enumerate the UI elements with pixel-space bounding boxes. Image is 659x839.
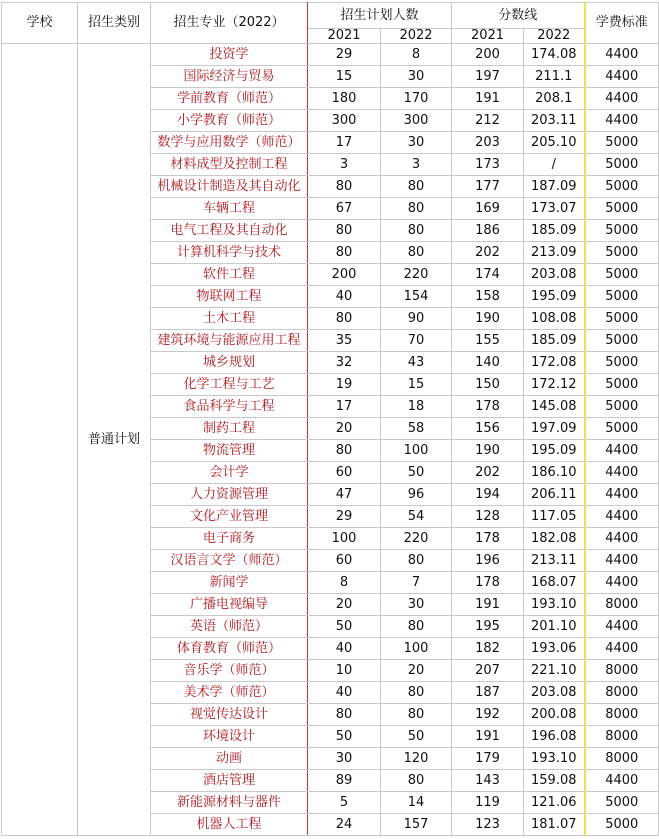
major-cell: 国际经济与贸易 [151,66,308,88]
school-cell [2,44,78,836]
major-cell: 计算机科学与技术 [151,242,308,264]
plan-2022-cell: 54 [381,506,452,528]
plan-2021-cell: 80 [308,440,381,462]
score-2022-cell: 193.10 [524,594,585,616]
major-cell: 城乡规划 [151,352,308,374]
major-cell: 食品科学与工程 [151,396,308,418]
fee-cell: 4400 [585,638,659,660]
plan-2021-cell: 15 [308,66,381,88]
score-2021-cell: 195 [452,616,524,638]
fee-cell: 4400 [585,66,659,88]
score-2022-cell: 203.08 [524,682,585,704]
plan-2021-cell: 24 [308,814,381,836]
fee-cell: 4400 [585,462,659,484]
major-cell: 建筑环境与能源应用工程 [151,330,308,352]
score-2022-cell: 145.08 [524,396,585,418]
plan-2022-cell: 15 [381,374,452,396]
header-score-2022: 2022 [524,29,585,44]
table-row [2,44,659,66]
plan-2021-cell: 89 [308,770,381,792]
plan-2021-cell: 3 [308,154,381,176]
score-2022-cell: / [524,154,585,176]
score-2021-cell: 190 [452,308,524,330]
score-2022-cell: 193.10 [524,748,585,770]
header-category: 招生类别 [78,3,151,44]
plan-2022-cell: 50 [381,462,452,484]
score-2022-cell: 208.1 [524,88,585,110]
fee-cell: 8000 [585,726,659,748]
plan-2022-cell: 80 [381,198,452,220]
score-2021-cell: 186 [452,220,524,242]
plan-2021-cell: 60 [308,462,381,484]
plan-2021-cell: 32 [308,352,381,374]
plan-2021-cell: 67 [308,198,381,220]
major-cell: 机械设计制造及其自动化 [151,176,308,198]
fee-cell: 4400 [585,550,659,572]
fee-cell: 5000 [585,814,659,836]
score-2021-cell: 191 [452,726,524,748]
score-2021-cell: 190 [452,440,524,462]
score-2022-cell: 185.09 [524,220,585,242]
header-plan: 招生计划人数 [308,3,452,29]
plan-2022-cell: 30 [381,132,452,154]
major-cell: 新能源材料与器件 [151,792,308,814]
major-cell: 小学教育（师范） [151,110,308,132]
fee-cell: 4400 [585,484,659,506]
score-2021-cell: 200 [452,44,524,66]
plan-2022-cell: 300 [381,110,452,132]
fee-cell: 5000 [585,396,659,418]
plan-2021-cell: 50 [308,726,381,748]
plan-2022-cell: 80 [381,550,452,572]
plan-2021-cell: 29 [308,506,381,528]
fee-cell: 8000 [585,748,659,770]
plan-2021-cell: 80 [308,220,381,242]
major-cell: 软件工程 [151,264,308,286]
major-cell: 人力资源管理 [151,484,308,506]
score-2022-cell: 193.06 [524,638,585,660]
score-2021-cell: 194 [452,484,524,506]
score-2022-cell: 117.05 [524,506,585,528]
fee-cell: 4400 [585,770,659,792]
plan-2021-cell: 19 [308,374,381,396]
plan-2022-cell: 96 [381,484,452,506]
plan-2021-cell: 20 [308,594,381,616]
score-2022-cell: 200.08 [524,704,585,726]
score-2021-cell: 196 [452,550,524,572]
plan-2022-cell: 170 [381,88,452,110]
major-cell: 物联网工程 [151,286,308,308]
plan-2022-cell: 80 [381,242,452,264]
plan-2022-cell: 80 [381,176,452,198]
fee-cell: 5000 [585,242,659,264]
plan-2021-cell: 40 [308,638,381,660]
score-2021-cell: 156 [452,418,524,440]
major-cell: 酒店管理 [151,770,308,792]
score-2022-cell: 196.08 [524,726,585,748]
score-2021-cell: 191 [452,594,524,616]
plan-2022-cell: 30 [381,66,452,88]
plan-2021-cell: 10 [308,660,381,682]
score-2022-cell: 221.10 [524,660,585,682]
fee-cell: 4400 [585,528,659,550]
major-cell: 文化产业管理 [151,506,308,528]
header-major: 招生专业（2022） [151,3,308,44]
score-2022-cell: 186.10 [524,462,585,484]
major-cell: 数学与应用数学（师范） [151,132,308,154]
fee-cell: 5000 [585,330,659,352]
score-2021-cell: 203 [452,132,524,154]
score-2021-cell: 173 [452,154,524,176]
plan-2022-cell: 220 [381,264,452,286]
category-cell: 普通计划 [78,44,151,836]
fee-cell: 5000 [585,418,659,440]
plan-2022-cell: 100 [381,638,452,660]
score-2021-cell: 191 [452,88,524,110]
fee-cell: 8000 [585,682,659,704]
score-2022-cell: 205.10 [524,132,585,154]
header-plan-2022: 2022 [381,29,452,44]
score-2022-cell: 213.11 [524,550,585,572]
score-2021-cell: 212 [452,110,524,132]
plan-2022-cell: 14 [381,792,452,814]
score-2022-cell: 172.12 [524,374,585,396]
score-2022-cell: 203.08 [524,264,585,286]
score-2022-cell: 211.1 [524,66,585,88]
plan-2021-cell: 40 [308,682,381,704]
score-2021-cell: 202 [452,242,524,264]
plan-2021-cell: 180 [308,88,381,110]
score-2022-cell: 195.09 [524,440,585,462]
plan-2022-cell: 70 [381,330,452,352]
major-cell: 动画 [151,748,308,770]
score-2022-cell: 173.07 [524,198,585,220]
fee-cell: 4400 [585,572,659,594]
fee-cell: 5000 [585,792,659,814]
score-2022-cell: 187.09 [524,176,585,198]
plan-2022-cell: 50 [381,726,452,748]
fee-cell: 8000 [585,704,659,726]
fee-cell: 4400 [585,440,659,462]
fee-cell: 4400 [585,44,659,66]
plan-2021-cell: 80 [308,704,381,726]
major-cell: 电子商务 [151,528,308,550]
plan-2022-cell: 30 [381,594,452,616]
plan-2022-cell: 220 [381,528,452,550]
plan-2021-cell: 8 [308,572,381,594]
major-cell: 广播电视编导 [151,594,308,616]
plan-2022-cell: 90 [381,308,452,330]
fee-cell: 5000 [585,220,659,242]
fee-cell: 5000 [585,308,659,330]
fee-cell: 5000 [585,132,659,154]
header-plan-2021: 2021 [308,29,381,44]
score-2022-cell: 181.07 [524,814,585,836]
header-score-2021: 2021 [452,29,524,44]
plan-2021-cell: 80 [308,176,381,198]
plan-2021-cell: 35 [308,330,381,352]
major-cell: 制药工程 [151,418,308,440]
score-2021-cell: 143 [452,770,524,792]
major-cell: 学前教育（师范） [151,88,308,110]
score-2021-cell: 192 [452,704,524,726]
fee-cell: 8000 [585,594,659,616]
major-cell: 投资学 [151,44,308,66]
plan-2022-cell: 80 [381,682,452,704]
plan-2022-cell: 154 [381,286,452,308]
score-2021-cell: 182 [452,638,524,660]
major-cell: 会计学 [151,462,308,484]
fee-cell: 5000 [585,352,659,374]
plan-2022-cell: 120 [381,748,452,770]
plan-2021-cell: 80 [308,242,381,264]
score-2022-cell: 121.06 [524,792,585,814]
major-cell: 体育教育（师范） [151,638,308,660]
score-2022-cell: 203.11 [524,110,585,132]
score-2021-cell: 178 [452,572,524,594]
score-2021-cell: 187 [452,682,524,704]
major-cell: 视觉传达设计 [151,704,308,726]
plan-2021-cell: 80 [308,308,381,330]
plan-2022-cell: 100 [381,440,452,462]
plan-2021-cell: 29 [308,44,381,66]
fee-cell: 4400 [585,88,659,110]
table-body [2,44,659,836]
plan-2021-cell: 200 [308,264,381,286]
score-2021-cell: 179 [452,748,524,770]
score-2021-cell: 119 [452,792,524,814]
major-cell: 材料成型及控制工程 [151,154,308,176]
fee-cell: 4400 [585,110,659,132]
plan-2022-cell: 58 [381,418,452,440]
fee-cell: 5000 [585,176,659,198]
major-cell: 环境设计 [151,726,308,748]
plan-2021-cell: 300 [308,110,381,132]
major-cell: 电气工程及其自动化 [151,220,308,242]
fee-cell: 5000 [585,198,659,220]
score-2022-cell: 185.09 [524,330,585,352]
plan-2021-cell: 17 [308,396,381,418]
plan-2021-cell: 20 [308,418,381,440]
score-2021-cell: 158 [452,286,524,308]
plan-2021-cell: 30 [308,748,381,770]
major-cell: 美术学（师范） [151,682,308,704]
plan-2021-cell: 40 [308,286,381,308]
plan-2022-cell: 8 [381,44,452,66]
score-2022-cell: 213.09 [524,242,585,264]
plan-2022-cell: 157 [381,814,452,836]
score-2022-cell: 206.11 [524,484,585,506]
plan-2022-cell: 20 [381,660,452,682]
plan-2022-cell: 80 [381,704,452,726]
score-2021-cell: 178 [452,528,524,550]
major-cell: 车辆工程 [151,198,308,220]
major-cell: 汉语言文学（师范） [151,550,308,572]
score-2021-cell: 207 [452,660,524,682]
score-2022-cell: 201.10 [524,616,585,638]
score-2021-cell: 174 [452,264,524,286]
score-2021-cell: 177 [452,176,524,198]
score-2022-cell: 182.08 [524,528,585,550]
plan-2022-cell: 80 [381,220,452,242]
plan-2022-cell: 80 [381,616,452,638]
score-2022-cell: 172.08 [524,352,585,374]
plan-2021-cell: 60 [308,550,381,572]
header-score: 分数线 [452,3,585,29]
header-fee: 学费标准 [585,3,659,44]
score-2022-cell: 168.07 [524,572,585,594]
fee-cell: 4400 [585,616,659,638]
major-cell: 新闻学 [151,572,308,594]
plan-2022-cell: 7 [381,572,452,594]
header-school: 学校 [2,3,78,44]
major-cell: 音乐学（师范） [151,660,308,682]
plan-2022-cell: 3 [381,154,452,176]
fee-cell: 5000 [585,264,659,286]
plan-2021-cell: 5 [308,792,381,814]
major-cell: 机器人工程 [151,814,308,836]
score-2021-cell: 155 [452,330,524,352]
major-cell: 英语（师范） [151,616,308,638]
score-2021-cell: 128 [452,506,524,528]
score-2021-cell: 123 [452,814,524,836]
fee-cell: 5000 [585,286,659,308]
score-2021-cell: 202 [452,462,524,484]
fee-cell: 8000 [585,660,659,682]
score-2022-cell: 108.08 [524,308,585,330]
plan-2022-cell: 18 [381,396,452,418]
score-2021-cell: 178 [452,396,524,418]
score-2021-cell: 169 [452,198,524,220]
fee-cell: 5000 [585,154,659,176]
score-2021-cell: 150 [452,374,524,396]
score-2022-cell: 174.08 [524,44,585,66]
plan-2021-cell: 100 [308,528,381,550]
plan-2022-cell: 43 [381,352,452,374]
score-2021-cell: 140 [452,352,524,374]
fee-cell: 4400 [585,506,659,528]
plan-2022-cell: 80 [381,770,452,792]
score-2022-cell: 159.08 [524,770,585,792]
score-2022-cell: 195.09 [524,286,585,308]
major-cell: 土木工程 [151,308,308,330]
admission-table [1,2,659,836]
plan-2021-cell: 50 [308,616,381,638]
plan-2021-cell: 47 [308,484,381,506]
score-2021-cell: 197 [452,66,524,88]
plan-2021-cell: 17 [308,132,381,154]
fee-cell: 5000 [585,374,659,396]
score-2022-cell: 197.09 [524,418,585,440]
major-cell: 化学工程与工艺 [151,374,308,396]
major-cell: 物流管理 [151,440,308,462]
